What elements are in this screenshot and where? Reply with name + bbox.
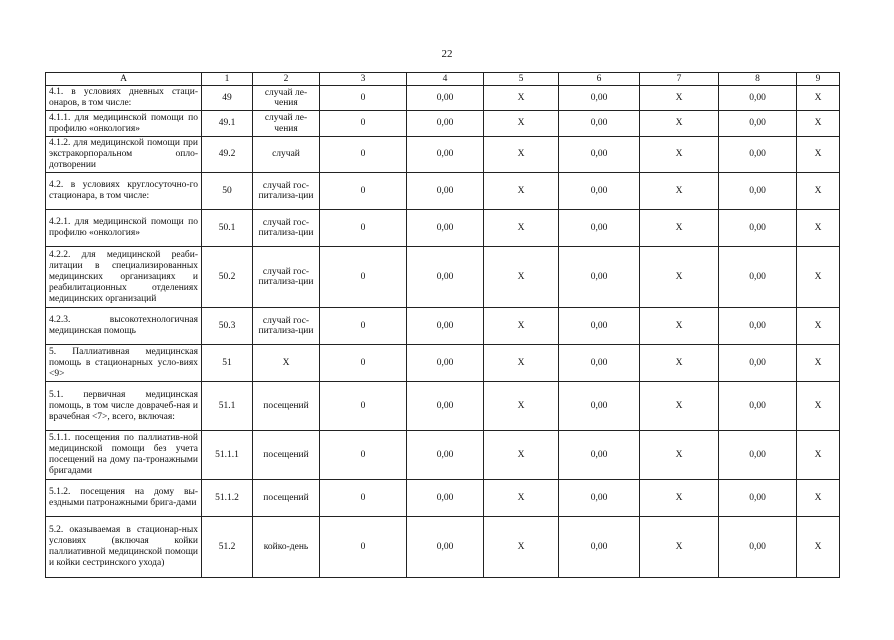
cell-col-5: Х [484,86,559,111]
cell-col-9: Х [797,308,840,345]
row-code: 51 [202,345,253,382]
row-unit: посещений [253,382,320,431]
row-code: 51.2 [202,517,253,578]
cell-col-4: 0,00 [407,308,484,345]
cell-col-4: 0,00 [407,173,484,210]
row-unit: случай гос-питализа-ции [253,308,320,345]
header-col-4: 4 [407,73,484,86]
table-row [46,345,840,382]
row-code: 50.3 [202,308,253,345]
cell-col-7: Х [640,345,719,382]
cell-col-8: 0,00 [719,431,797,480]
row-name: 4.2.3. высокотехнологичная медицинская помощь [46,308,202,345]
row-unit: случай ле-чения [253,86,320,111]
cell-col-9: Х [797,137,840,173]
table-row [46,382,840,431]
cell-col-9: Х [797,86,840,111]
cell-col-3: 0 [320,431,407,480]
cell-col-5: Х [484,308,559,345]
cell-col-9: Х [797,480,840,517]
cell-col-7: Х [640,137,719,173]
cell-col-4: 0,00 [407,480,484,517]
header-col-7: 7 [640,73,719,86]
cell-col-6: 0,00 [559,382,640,431]
cell-col-7: Х [640,247,719,308]
row-unit: Х [253,345,320,382]
cell-col-6: 0,00 [559,111,640,137]
row-unit: случай [253,137,320,173]
header-col-5: 5 [484,73,559,86]
report-table [45,72,840,578]
cell-col-3: 0 [320,210,407,247]
cell-col-9: Х [797,210,840,247]
cell-col-4: 0,00 [407,111,484,137]
table-row [46,137,840,173]
row-name: 4.1.1. для медицинской помощи по профилю «онкология» [46,111,202,137]
header-col-9: 9 [797,73,840,86]
cell-col-3: 0 [320,517,407,578]
cell-col-3: 0 [320,111,407,137]
cell-col-8: 0,00 [719,86,797,111]
table-row [46,111,840,137]
cell-col-7: Х [640,308,719,345]
cell-col-7: Х [640,173,719,210]
row-name: 4.2. в условиях круглосуточно-го стационара, в том числе: [46,173,202,210]
table-row [46,173,840,210]
row-unit: случай ле-чения [253,111,320,137]
header-row [46,73,840,86]
cell-col-6: 0,00 [559,173,640,210]
row-unit: посещений [253,480,320,517]
cell-col-6: 0,00 [559,480,640,517]
cell-col-7: Х [640,86,719,111]
cell-col-3: 0 [320,345,407,382]
row-name: 4.2.1. для медицинской помощи по профилю «онкология» [46,210,202,247]
cell-col-5: Х [484,210,559,247]
header-col-2: 2 [253,73,320,86]
table-row [46,431,840,480]
row-code: 51.1.2 [202,480,253,517]
cell-col-4: 0,00 [407,210,484,247]
cell-col-9: Х [797,517,840,578]
row-unit: случай гос-питализа-ции [253,210,320,247]
row-unit: случай гос-питализа-ции [253,247,320,308]
row-code: 51.1 [202,382,253,431]
cell-col-9: Х [797,173,840,210]
cell-col-4: 0,00 [407,247,484,308]
row-name: 4.2.2. для медицинской реаби-литации в специализированных медицинских организациях и реабилитационных отделениях медицинских организаций [46,247,202,308]
cell-col-6: 0,00 [559,137,640,173]
header-col-1: 1 [202,73,253,86]
row-name: 5.2. оказываемая в стационар-ных условиях (включая койки паллиативной медицинской помощи и койки сестринского ухода) [46,517,202,578]
header-col-3: 3 [320,73,407,86]
row-unit: койко-день [253,517,320,578]
cell-col-6: 0,00 [559,345,640,382]
cell-col-8: 0,00 [719,210,797,247]
cell-col-5: Х [484,111,559,137]
row-code: 50 [202,173,253,210]
row-unit: случай гос-питализа-ции [253,173,320,210]
cell-col-9: Х [797,247,840,308]
row-code: 49.2 [202,137,253,173]
cell-col-5: Х [484,247,559,308]
cell-col-9: Х [797,431,840,480]
row-name: 5.1.1. посещения по паллиатив-ной медицинской помощи без учета посещений на дому па-тронажными бригадами [46,431,202,480]
cell-col-7: Х [640,480,719,517]
row-code: 49.1 [202,111,253,137]
cell-col-3: 0 [320,86,407,111]
cell-col-5: Х [484,382,559,431]
cell-col-5: Х [484,480,559,517]
cell-col-4: 0,00 [407,86,484,111]
cell-col-5: Х [484,431,559,480]
table-row [46,210,840,247]
cell-col-8: 0,00 [719,517,797,578]
cell-col-5: Х [484,517,559,578]
row-unit: посещений [253,431,320,480]
row-code: 50.2 [202,247,253,308]
cell-col-6: 0,00 [559,517,640,578]
cell-col-8: 0,00 [719,308,797,345]
cell-col-6: 0,00 [559,210,640,247]
table-row [46,247,840,308]
cell-col-6: 0,00 [559,86,640,111]
header-col-6: 6 [559,73,640,86]
cell-col-3: 0 [320,480,407,517]
row-name: 5. Паллиативная медицинская помощь в стационарных усло-виях <9> [46,345,202,382]
cell-col-7: Х [640,431,719,480]
cell-col-5: Х [484,137,559,173]
cell-col-6: 0,00 [559,308,640,345]
cell-col-4: 0,00 [407,517,484,578]
cell-col-5: Х [484,345,559,382]
cell-col-9: Х [797,345,840,382]
table-row [46,308,840,345]
cell-col-3: 0 [320,382,407,431]
row-code: 50.1 [202,210,253,247]
cell-col-8: 0,00 [719,247,797,308]
cell-col-3: 0 [320,308,407,345]
cell-col-8: 0,00 [719,111,797,137]
cell-col-8: 0,00 [719,173,797,210]
cell-col-7: Х [640,210,719,247]
cell-col-8: 0,00 [719,137,797,173]
cell-col-4: 0,00 [407,345,484,382]
cell-col-3: 0 [320,137,407,173]
cell-col-6: 0,00 [559,431,640,480]
row-code: 51.1.1 [202,431,253,480]
cell-col-6: 0,00 [559,247,640,308]
page-number: 22 [441,48,453,60]
cell-col-5: Х [484,173,559,210]
cell-col-7: Х [640,517,719,578]
cell-col-8: 0,00 [719,345,797,382]
cell-col-7: Х [640,111,719,137]
cell-col-9: Х [797,382,840,431]
row-name: 5.1. первичная медицинская помощь, в том числе доврачеб-ная и врачебная <7>, всего, включая: [46,382,202,431]
table-row [46,86,840,111]
header-col-8: 8 [719,73,797,86]
cell-col-8: 0,00 [719,480,797,517]
cell-col-4: 0,00 [407,382,484,431]
row-name: 5.1.2. посещения на дому вы-ездными патронажными брига-дами [46,480,202,517]
cell-col-8: 0,00 [719,382,797,431]
cell-col-7: Х [640,382,719,431]
row-code: 49 [202,86,253,111]
table-row [46,480,840,517]
row-name: 4.1.2. для медицинской помощи при экстракорпоральном опло-дотворении [46,137,202,173]
row-name: 4.1. в условиях дневных стаци-онаров, в том числе: [46,86,202,111]
header-col-a: А [46,73,202,86]
cell-col-3: 0 [320,173,407,210]
cell-col-3: 0 [320,247,407,308]
cell-col-9: Х [797,111,840,137]
cell-col-4: 0,00 [407,431,484,480]
table-row [46,517,840,578]
cell-col-4: 0,00 [407,137,484,173]
